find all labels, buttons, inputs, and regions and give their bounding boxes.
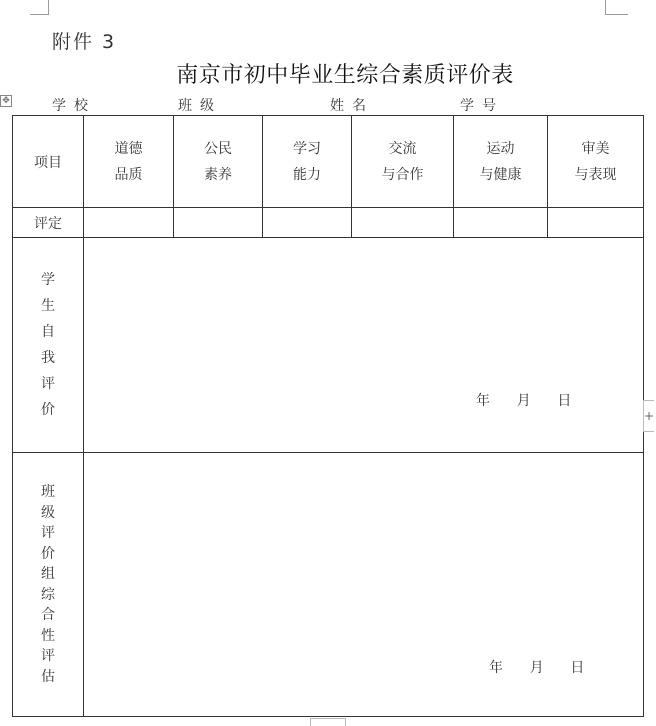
class-evaluation-label: 班级评价组综合性评估 xyxy=(41,484,55,685)
class-evaluation-date: 年 月 日 xyxy=(489,660,585,676)
rating-input-cell[interactable] xyxy=(84,208,174,238)
info-name-label: 姓名 xyxy=(330,98,374,114)
crop-mark-top-right xyxy=(605,0,628,15)
category-label: 与表现 xyxy=(574,166,617,183)
category-label: 审美 xyxy=(581,140,610,157)
category-label: 与合作 xyxy=(381,166,424,183)
category-label: 品质 xyxy=(114,166,143,183)
category-label: 能力 xyxy=(293,166,321,183)
header-category-cell xyxy=(548,116,644,208)
self-evaluation-label: 学生自我评价 xyxy=(41,272,55,418)
class-evaluation-input-cell[interactable] xyxy=(84,453,644,717)
rating-input-cell[interactable] xyxy=(548,208,644,238)
class-evaluation-label-cell xyxy=(13,453,84,717)
rating-input-cell[interactable] xyxy=(352,208,454,238)
category-label: 学习 xyxy=(293,140,321,157)
self-evaluation-date: 年 月 日 xyxy=(476,393,572,409)
add-icon[interactable]: + xyxy=(643,400,654,432)
self-evaluation-label-cell xyxy=(13,238,84,453)
category-label: 运动 xyxy=(486,140,515,157)
header-category-cell xyxy=(454,116,548,208)
header-item-label: 项目 xyxy=(34,154,62,171)
table-header-row xyxy=(13,116,644,208)
move-handle-icon[interactable]: ✥ xyxy=(0,95,12,107)
page-title: 南京市初中毕业生综合素质评价表 xyxy=(176,63,514,88)
rating-input-cell[interactable] xyxy=(454,208,548,238)
header-category-cell xyxy=(174,116,263,208)
header-category-cell xyxy=(84,116,174,208)
evaluation-table xyxy=(12,115,644,717)
info-school-label: 学校 xyxy=(52,98,96,114)
header-category-cell xyxy=(352,116,454,208)
rating-input-cell[interactable] xyxy=(174,208,263,238)
self-evaluation-row xyxy=(13,238,644,453)
crop-mark-top-left xyxy=(30,0,49,15)
category-label: 与健康 xyxy=(479,166,522,183)
header-category-cell xyxy=(263,116,352,208)
class-evaluation-row xyxy=(13,453,644,717)
rating-label: 评定 xyxy=(34,215,62,232)
rating-input-cell[interactable] xyxy=(263,208,352,238)
rating-label-cell xyxy=(13,208,84,238)
header-item-cell xyxy=(13,116,84,208)
category-label: 公民 xyxy=(204,140,232,157)
category-label: 素养 xyxy=(204,166,232,183)
rating-row xyxy=(13,208,644,238)
category-label: 道德 xyxy=(114,140,143,157)
attachment-label: 附件 3 xyxy=(52,31,117,53)
self-evaluation-input-cell[interactable] xyxy=(84,238,644,453)
info-student-id-label: 学号 xyxy=(460,98,504,114)
info-class-label: 班级 xyxy=(178,98,222,114)
category-label: 交流 xyxy=(388,140,417,157)
